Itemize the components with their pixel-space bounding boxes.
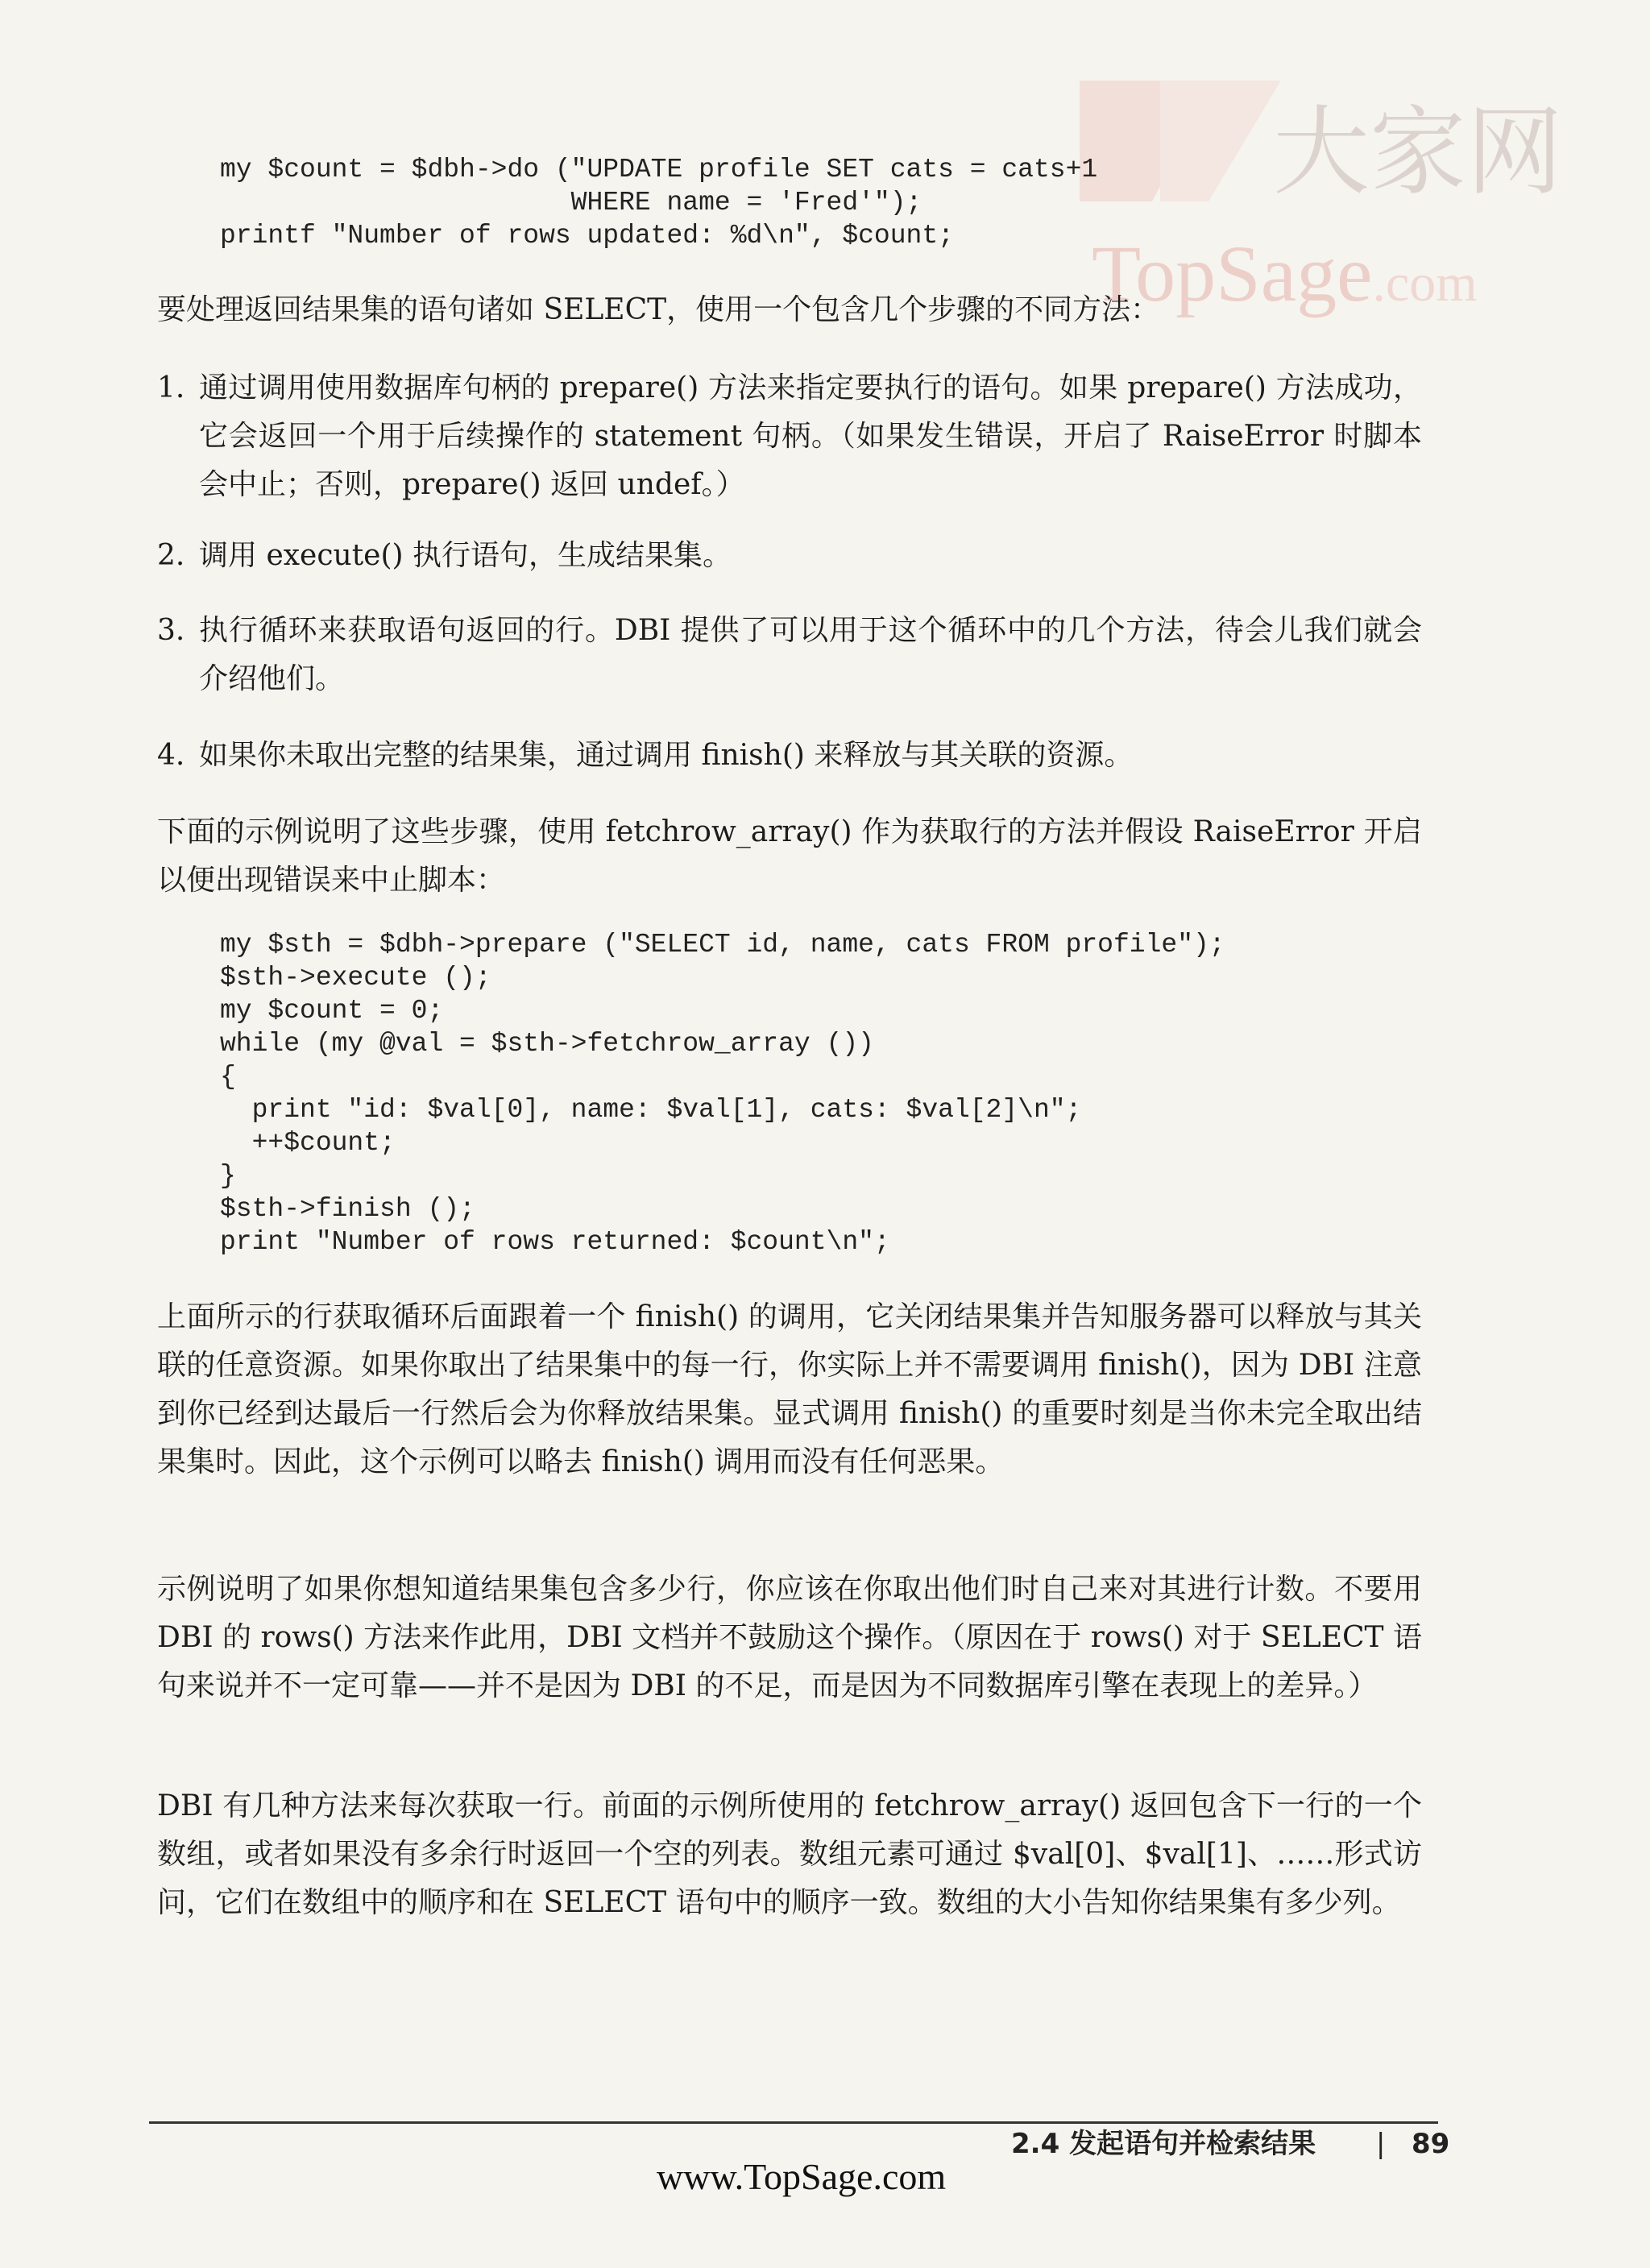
- intro-paragraph: 要处理返回结果集的语句诸如 SELECT，使用一个包含几个步骤的不同方法：: [157, 293, 1160, 326]
- watermark-chinese: 大家网: [1273, 97, 1563, 209]
- step-item-3: [157, 607, 1422, 703]
- step-number: 4.: [157, 739, 185, 772]
- step-item-1: [157, 364, 1422, 509]
- step-item-4: [157, 732, 1422, 780]
- fetch-paragraph: DBI 有几种方法来每次获取一行。前面的示例所使用的 fetchrow_array() 返回包含下一行的一个数组，或者如果没有多余行时返回一个空的列表。数组元素可通过 $val[0]、$val[1]、……形式访问，它们在数组中的顺序和在 SELECT 语句中的顺序一致。数组的大小告知你结果集有多少列。: [157, 1789, 1422, 1919]
- step-text: 如果你未取出完整的结果集，通过调用 finish() 来释放与其关联的资源。: [199, 739, 1134, 772]
- example-intro-paragraph: 下面的示例说明了这些步骤，使用 fetchrow_array() 作为获取行的方法并假设 RaiseError 开启以便出现错误来中止脚本：: [157, 815, 1422, 897]
- footer-url: www.TopSage.com: [657, 2156, 947, 2197]
- footer-rule: [149, 2121, 1438, 2124]
- watermark-domain: .com: [1372, 254, 1478, 313]
- code-line: {: [220, 1062, 236, 1092]
- watermark-site: TopSage: [1092, 229, 1373, 318]
- code-line: ++$count;: [220, 1128, 396, 1158]
- rows-paragraph: 示例说明了如果你想知道结果集包含多少行，你应该在你取出他们时自己来对其进行计数。不要用 DBI 的 rows() 方法来作此用，DBI 文档并不鼓励这个操作。（原因在于 rows() 对于 SELECT 语句来说并不一定可靠——并不是因为 DBI 的不足，而是因为不同数据库引擎在表现上的差异。）: [157, 1573, 1422, 1702]
- code-block-fetch: [220, 928, 1225, 1258]
- code-line: $sth->execute ();: [220, 963, 491, 993]
- code-line: my $count = $dbh->do ("UPDATE profile SET cats = cats+1: [220, 155, 1098, 185]
- code-block-update: [220, 153, 1097, 252]
- step-text: 通过调用使用数据库句柄的 prepare() 方法来指定要执行的语句。如果 prepare() 方法成功，它会返回一个用于后续操作的 statement 句柄。（如果发生错误，开启了 RaiseError 时脚本会中止；否则，prepare() 返回 undef。）: [199, 371, 1422, 501]
- code-line: print "Number of rows returned: $count\n";: [220, 1227, 890, 1257]
- step-item-2: [157, 532, 1422, 580]
- footer-separator: |: [1376, 2128, 1386, 2160]
- step-number: 2.: [157, 539, 185, 572]
- code-line: my $count = 0;: [220, 996, 444, 1026]
- code-line: my $sth = $dbh->prepare ("SELECT id, name, cats FROM profile");: [220, 930, 1225, 960]
- code-line: }: [220, 1161, 236, 1191]
- step-text: 执行循环来获取语句返回的行。DBI 提供了可以用于这个循环中的几个方法，待会儿我们就会介绍他们。: [199, 614, 1422, 695]
- page-number: 89: [1412, 2128, 1450, 2160]
- code-line: $sth->finish ();: [220, 1194, 475, 1224]
- watermark-triangle-shape-2: [1160, 81, 1281, 201]
- step-number: 1.: [157, 371, 185, 404]
- code-line: print "id: $val[0], name: $val[1], cats: $val[2]\n";: [220, 1095, 1082, 1125]
- step-text: 调用 execute() 执行语句，生成结果集。: [199, 539, 732, 572]
- code-line: WHERE name = 'Fred'");: [220, 188, 922, 218]
- finish-paragraph: 上面所示的行获取循环后面跟着一个 finish() 的调用，它关闭结果集并告知服务器可以释放与其关联的任意资源。如果你取出了结果集中的每一行，你实际上并不需要调用 finish()，因为 DBI 注意到你已经到达最后一行然后会为你释放结果集。显式调用 finish() 的重要时刻是当你未完全取出结果集时。因此，这个示例可以略去 finish() 调用而没有任何恶果。: [157, 1300, 1422, 1478]
- running-footer-section: 2.4 发起语句并检索结果: [1011, 2128, 1316, 2160]
- code-line: printf "Number of rows updated: %d\n", $count;: [220, 221, 954, 251]
- step-number: 3.: [157, 614, 185, 647]
- code-line: while (my @val = $sth->fetchrow_array ()): [220, 1029, 874, 1059]
